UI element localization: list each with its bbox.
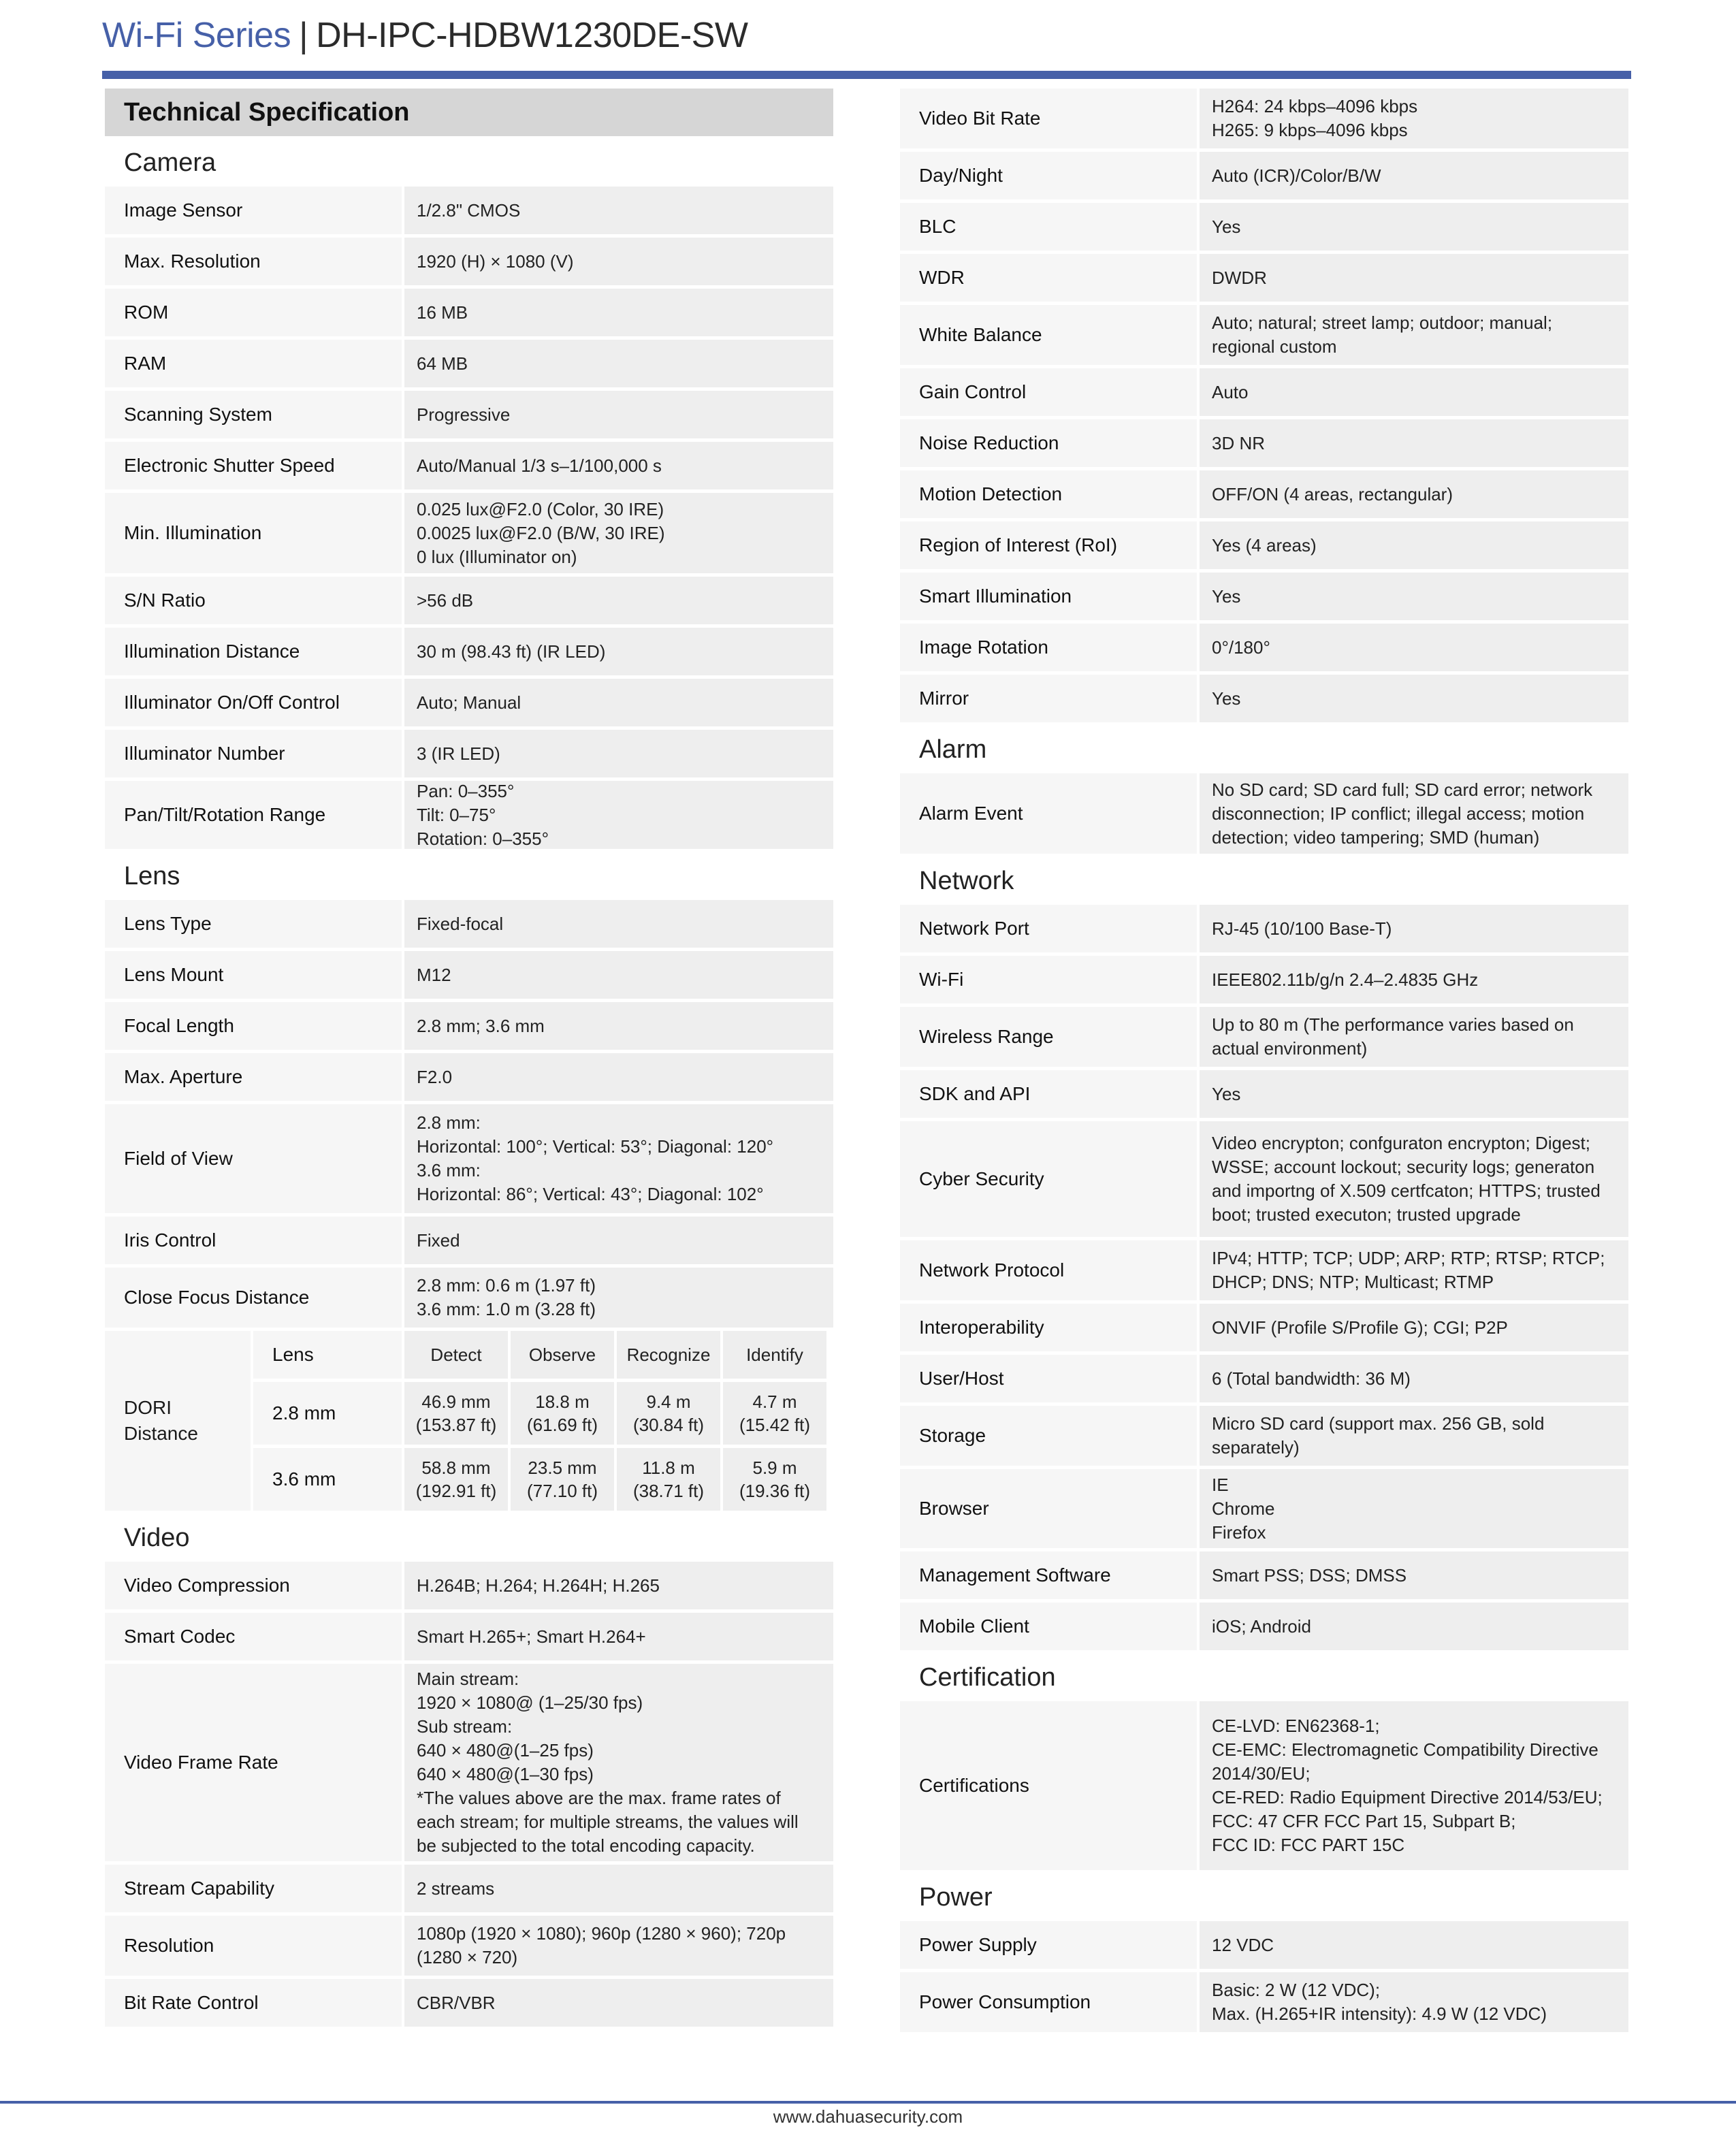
footer-website: www.dahuasecurity.com <box>773 2106 963 2127</box>
spec-row <box>105 340 833 387</box>
spec-value: IEEE802.11b/g/n 2.4–2.4835 GHz <box>1200 956 1628 1003</box>
spec-label: Alarm Event <box>900 773 1197 854</box>
spec-row <box>900 203 1628 251</box>
spec-label: Max. Aperture <box>105 1053 402 1101</box>
spec-row <box>900 254 1628 302</box>
spec-value: IE Chrome Firefox <box>1200 1469 1628 1548</box>
spec-row <box>900 1921 1628 1969</box>
dori-label: DORI Distance <box>105 1331 251 1511</box>
spec-value: Smart H.265+; Smart H.264+ <box>404 1613 833 1660</box>
spec-row <box>900 152 1628 199</box>
dori-cell: 23.5 mm (77.10 ft) <box>511 1448 614 1511</box>
spec-value: Smart PSS; DSS; DMSS <box>1200 1551 1628 1599</box>
dori-header-recognize: Recognize <box>617 1331 720 1379</box>
spec-row <box>105 900 833 948</box>
spec-value: No SD card; SD card full; SD card error; network disconnection; IP conflict; illegal access; motion detection; video tampering; SMD (human) <box>1200 773 1628 854</box>
dori-header-observe: Observe <box>511 1331 614 1379</box>
spec-value: Yes (4 areas) <box>1200 521 1628 569</box>
spec-value: Fixed <box>404 1217 833 1264</box>
spec-value: Yes <box>1200 675 1628 722</box>
spec-row <box>900 1469 1628 1548</box>
spec-value: >56 dB <box>404 577 833 624</box>
spec-value: Auto; natural; street lamp; outdoor; manual; regional custom <box>1200 305 1628 365</box>
spec-value: Auto; Manual <box>404 679 833 726</box>
spec-value: 0°/180° <box>1200 624 1628 671</box>
dori-lens-2-8: 2.8 mm <box>253 1382 402 1445</box>
dori-cell: 18.8 m (61.69 ft) <box>511 1382 614 1445</box>
dori-lens-3-6: 3.6 mm <box>253 1448 402 1511</box>
spec-row <box>105 1916 833 1976</box>
spec-value: OFF/ON (4 areas, rectangular) <box>1200 470 1628 518</box>
spec-label: Lens Mount <box>105 951 402 999</box>
spec-label: Management Software <box>900 1551 1197 1599</box>
power-table <box>900 1921 1628 2032</box>
spec-value: 1080p (1920 × 1080); 960p (1280 × 960); 720p (1280 × 720) <box>404 1916 833 1976</box>
spec-label: Mirror <box>900 675 1197 722</box>
spec-value: Pan: 0–355° Tilt: 0–75° Rotation: 0–355° <box>404 781 833 849</box>
spec-value: Basic: 2 W (12 VDC); Max. (H.265+IR intensity): 4.9 W (12 VDC) <box>1200 1972 1628 2032</box>
spec-label: Certifications <box>900 1701 1197 1870</box>
spec-row <box>900 419 1628 467</box>
spec-row <box>105 1664 833 1861</box>
dori-cell: 46.9 mm (153.87 ft) <box>404 1382 508 1445</box>
spec-row <box>900 1603 1628 1650</box>
spec-row <box>900 368 1628 416</box>
spec-value: Fixed-focal <box>404 900 833 948</box>
spec-row <box>900 1701 1628 1870</box>
spec-label: Browser <box>900 1469 1197 1548</box>
spec-value: IPv4; HTTP; TCP; UDP; ARP; RTP; RTSP; RTCP; DHCP; DNS; NTP; Multicast; RTMP <box>1200 1240 1628 1300</box>
spec-row <box>105 1053 833 1101</box>
spec-row <box>105 1562 833 1609</box>
spec-row <box>105 442 833 489</box>
spec-value: 1920 (H) × 1080 (V) <box>404 238 833 285</box>
spec-value: Yes <box>1200 573 1628 620</box>
title-separator: | <box>299 16 308 55</box>
spec-label: Motion Detection <box>900 470 1197 518</box>
spec-row <box>900 1240 1628 1300</box>
spec-value: 12 VDC <box>1200 1921 1628 1969</box>
spec-label: Illumination Distance <box>105 628 402 675</box>
right-column <box>900 89 1628 2036</box>
spec-label: User/Host <box>900 1355 1197 1402</box>
spec-value: RJ-45 (10/100 Base-T) <box>1200 905 1628 952</box>
spec-row <box>105 577 833 624</box>
spec-row <box>900 89 1628 148</box>
spec-row <box>105 679 833 726</box>
video-table <box>105 1562 833 2027</box>
network-table <box>900 905 1628 1650</box>
spec-row <box>900 675 1628 722</box>
spec-row <box>105 730 833 777</box>
spec-label: Wireless Range <box>900 1007 1197 1067</box>
spec-label: Pan/Tilt/Rotation Range <box>105 781 402 849</box>
spec-label: Mobile Client <box>900 1603 1197 1650</box>
section-title-camera: Camera <box>124 148 216 177</box>
spec-label: Image Rotation <box>900 624 1197 671</box>
dori-grid <box>253 1331 826 1511</box>
spec-value: 2 streams <box>404 1865 833 1912</box>
spec-label: Illuminator On/Off Control <box>105 679 402 726</box>
spec-label: Smart Illumination <box>900 573 1197 620</box>
spec-row <box>105 289 833 336</box>
dori-cell: 4.7 m (15.42 ft) <box>723 1382 826 1445</box>
spec-label: Storage <box>900 1406 1197 1466</box>
spec-row <box>105 628 833 675</box>
spec-label: Video Compression <box>105 1562 402 1609</box>
spec-label: Power Supply <box>900 1921 1197 1969</box>
video-continued-table <box>900 89 1628 722</box>
spec-value: Auto/Manual 1/3 s–1/100,000 s <box>404 442 833 489</box>
page-title <box>102 12 748 59</box>
spec-value: H264: 24 kbps–4096 kbps H265: 9 kbps–4096 kbps <box>1200 89 1628 148</box>
spec-value: 16 MB <box>404 289 833 336</box>
spec-value: Yes <box>1200 1070 1628 1118</box>
section-title-video: Video <box>124 1523 190 1552</box>
spec-label: Gain Control <box>900 368 1197 416</box>
spec-label: Stream Capability <box>105 1865 402 1912</box>
spec-value: Auto <box>1200 368 1628 416</box>
spec-value: iOS; Android <box>1200 1603 1628 1650</box>
spec-row <box>900 905 1628 952</box>
spec-label: Close Focus Distance <box>105 1268 402 1328</box>
section-title-power: Power <box>919 1882 993 1912</box>
spec-row <box>105 493 833 573</box>
spec-row <box>900 1121 1628 1237</box>
spec-row <box>105 1002 833 1050</box>
spec-label: Resolution <box>105 1916 402 1976</box>
spec-row <box>105 238 833 285</box>
section-title-lens: Lens <box>124 861 180 890</box>
spec-row <box>105 1268 833 1328</box>
model-number: DH-IPC-HDBW1230DE-SW <box>316 16 748 55</box>
series-name: Wi-Fi Series <box>102 16 291 55</box>
spec-value: CBR/VBR <box>404 1979 833 2027</box>
spec-value: Auto (ICR)/Color/B/W <box>1200 152 1628 199</box>
dori-header-identify: Identify <box>723 1331 826 1379</box>
dori-cell: 5.9 m (19.36 ft) <box>723 1448 826 1511</box>
dori-header-detect: Detect <box>404 1331 508 1379</box>
spec-value: Up to 80 m (The performance varies based on actual environment) <box>1200 1007 1628 1067</box>
spec-label: Electronic Shutter Speed <box>105 442 402 489</box>
spec-row <box>105 1979 833 2027</box>
spec-row <box>900 1355 1628 1402</box>
section-title-alarm: Alarm <box>919 735 987 764</box>
spec-row <box>900 1070 1628 1118</box>
spec-row <box>900 521 1628 569</box>
spec-label: Bit Rate Control <box>105 1979 402 2027</box>
spec-row <box>105 1104 833 1213</box>
spec-value: Micro SD card (support max. 256 GB, sold separately) <box>1200 1406 1628 1466</box>
spec-label: Min. Illumination <box>105 493 402 573</box>
spec-value: Yes <box>1200 203 1628 251</box>
spec-row <box>105 1613 833 1660</box>
spec-label: S/N Ratio <box>105 577 402 624</box>
spec-value: 64 MB <box>404 340 833 387</box>
spec-row <box>900 573 1628 620</box>
dori-distance-table <box>105 1331 833 1511</box>
spec-label: Lens Type <box>105 900 402 948</box>
footer-divider <box>0 2101 1736 2104</box>
spec-value: Main stream: 1920 × 1080@ (1–25/30 fps) Sub stream: 640 × 480@(1–25 fps) 640 × 480@(1–30 fps) *The values above are the max. frame rates of each stream; for multiple streams, the values will be subjected to the total encoding capacity. <box>404 1664 833 1861</box>
spec-value: H.264B; H.264; H.264H; H.265 <box>404 1562 833 1609</box>
spec-row <box>900 1406 1628 1466</box>
spec-value: Video encrypton; confguraton encrypton; Digest; WSSE; account lockout; security logs; generaton and importng of X.509 certfcaton; HTTPS; trusted boot; trusted executon; trusted upgrade <box>1200 1121 1628 1237</box>
spec-label: Power Consumption <box>900 1972 1197 2032</box>
spec-label: Image Sensor <box>105 187 402 234</box>
spec-banner: Technical Specification <box>105 89 833 136</box>
spec-row <box>105 951 833 999</box>
lens-table <box>105 900 833 1328</box>
spec-label: Video Frame Rate <box>105 1664 402 1861</box>
spec-label: Region of Interest (RoI) <box>900 521 1197 569</box>
alarm-table <box>900 773 1628 854</box>
spec-value: Progressive <box>404 391 833 438</box>
spec-row <box>105 187 833 234</box>
spec-label: BLC <box>900 203 1197 251</box>
spec-row <box>900 956 1628 1003</box>
dori-cell: 58.8 mm (192.91 ft) <box>404 1448 508 1511</box>
spec-value: 3 (IR LED) <box>404 730 833 777</box>
spec-value: 1/2.8" CMOS <box>404 187 833 234</box>
spec-row <box>900 773 1628 854</box>
spec-value: DWDR <box>1200 254 1628 302</box>
spec-label: ROM <box>105 289 402 336</box>
camera-table <box>105 187 833 849</box>
spec-label: White Balance <box>900 305 1197 365</box>
spec-label: Focal Length <box>105 1002 402 1050</box>
left-column <box>105 89 833 2030</box>
dori-cell: 11.8 m (38.71 ft) <box>617 1448 720 1511</box>
dori-header-lens: Lens <box>253 1331 402 1379</box>
spec-value: 6 (Total bandwidth: 36 M) <box>1200 1355 1628 1402</box>
dori-cell: 9.4 m (30.84 ft) <box>617 1382 720 1445</box>
spec-row <box>900 305 1628 365</box>
spec-row <box>900 1304 1628 1351</box>
spec-value: M12 <box>404 951 833 999</box>
spec-label: RAM <box>105 340 402 387</box>
spec-row <box>105 781 833 849</box>
spec-label: Day/Night <box>900 152 1197 199</box>
spec-label: Network Protocol <box>900 1240 1197 1300</box>
spec-row <box>900 624 1628 671</box>
spec-value: 3D NR <box>1200 419 1628 467</box>
spec-label: SDK and API <box>900 1070 1197 1118</box>
section-title-certification: Certification <box>919 1662 1056 1692</box>
spec-value: 2.8 mm: Horizontal: 100°; Vertical: 53°; Diagonal: 120° 3.6 mm: Horizontal: 86°; Vertical: 43°; Diagonal: 102° <box>404 1104 833 1213</box>
spec-label: Iris Control <box>105 1217 402 1264</box>
spec-row <box>105 391 833 438</box>
spec-row <box>900 1007 1628 1067</box>
spec-row <box>105 1865 833 1912</box>
spec-label: Scanning System <box>105 391 402 438</box>
spec-row <box>105 1217 833 1264</box>
spec-label: Wi-Fi <box>900 956 1197 1003</box>
spec-label: Interoperability <box>900 1304 1197 1351</box>
spec-label: Noise Reduction <box>900 419 1197 467</box>
spec-label: Video Bit Rate <box>900 89 1197 148</box>
spec-value: CE-LVD: EN62368-1; CE-EMC: Electromagnetic Compatibility Directive 2014/30/EU; CE-RED: Radio Equipment Directive 2014/53/EU; FCC: 47 CFR FCC Part 15, Subpart B; FCC ID: FCC PART 15C <box>1200 1701 1628 1870</box>
spec-label: Max. Resolution <box>105 238 402 285</box>
spec-row <box>900 1551 1628 1599</box>
section-title-network: Network <box>919 866 1014 895</box>
spec-value: 2.8 mm; 3.6 mm <box>404 1002 833 1050</box>
spec-value: ONVIF (Profile S/Profile G); CGI; P2P <box>1200 1304 1628 1351</box>
spec-value: 2.8 mm: 0.6 m (1.97 ft) 3.6 mm: 1.0 m (3.28 ft) <box>404 1268 833 1328</box>
spec-row <box>900 1972 1628 2032</box>
spec-label: Field of View <box>105 1104 402 1213</box>
spec-label: Cyber Security <box>900 1121 1197 1237</box>
certification-table <box>900 1701 1628 1870</box>
spec-label: Network Port <box>900 905 1197 952</box>
spec-row <box>900 470 1628 518</box>
spec-label: WDR <box>900 254 1197 302</box>
spec-label: Smart Codec <box>105 1613 402 1660</box>
spec-value: 30 m (98.43 ft) (IR LED) <box>404 628 833 675</box>
spec-value: F2.0 <box>404 1053 833 1101</box>
header-divider <box>102 71 1631 79</box>
spec-label: Illuminator Number <box>105 730 402 777</box>
spec-value: 0.025 lux@F2.0 (Color, 30 IRE) 0.0025 lux@F2.0 (B/W, 30 IRE) 0 lux (Illuminator on) <box>404 493 833 573</box>
